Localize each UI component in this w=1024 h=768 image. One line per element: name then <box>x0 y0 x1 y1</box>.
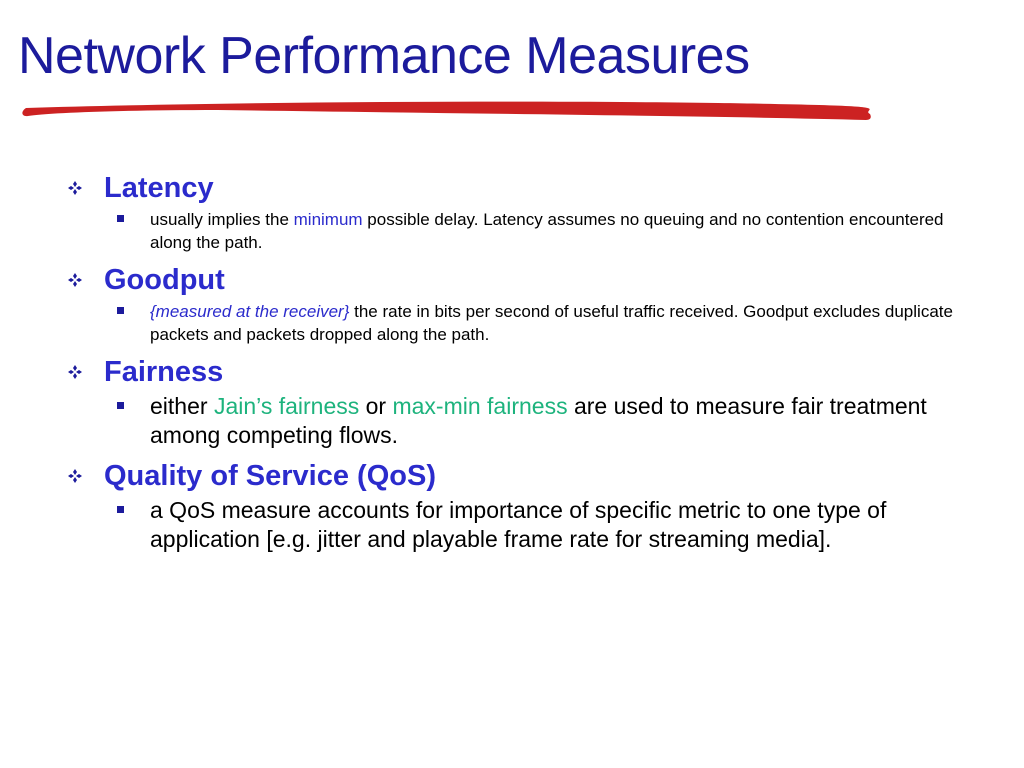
text-segment: or <box>359 393 393 419</box>
section-fairness <box>66 352 966 450</box>
sub-bullet <box>117 208 966 254</box>
slide-title: Network Performance Measures <box>18 27 750 85</box>
sub-bullet <box>117 496 966 554</box>
highlight-measured-at-receiver: {measured at the receiver} <box>150 302 350 321</box>
square-bullet-icon <box>117 496 150 513</box>
section-goodput <box>66 260 966 346</box>
section-title: Latency <box>104 172 214 204</box>
diamond-bullet-icon <box>66 181 104 195</box>
text-segment: possible delay. Latency assumes no queuing and no contention encountered along the path. <box>150 210 944 252</box>
sub-bullet <box>117 300 966 346</box>
text-segment: are used to measure fair treatment among competing flows. <box>150 393 927 448</box>
text-segment: either <box>150 393 214 419</box>
sub-bullet-text <box>150 300 966 346</box>
sub-bullet-text <box>150 392 966 450</box>
diamond-bullet-icon <box>66 365 104 379</box>
square-bullet-icon <box>117 300 150 314</box>
bullet-list <box>66 168 966 560</box>
sub-bullet <box>117 392 966 450</box>
text-segment: usually implies the <box>150 210 294 229</box>
text-segment: the rate in bits per second of useful traffic received. Goodput excludes duplicate packets and packets dropped along the path. <box>150 302 953 344</box>
section-qos <box>66 456 966 554</box>
highlight-minimum: minimum <box>293 210 363 229</box>
title-underline <box>18 96 880 126</box>
section-title: Goodput <box>104 264 225 296</box>
diamond-bullet-icon <box>66 273 104 287</box>
section-title: Fairness <box>104 356 224 388</box>
diamond-bullet-icon <box>66 469 104 483</box>
square-bullet-icon <box>117 392 150 409</box>
sub-bullet-text <box>150 208 966 254</box>
highlight-jains-fairness: Jain’s fairness <box>213 393 360 419</box>
sub-bullet-text: a QoS measure accounts for importance of specific metric to one type of application [e.g. jitter and playable frame rate for streaming media]. <box>150 497 887 552</box>
highlight-max-min-fairness: max-min fairness <box>392 393 568 419</box>
square-bullet-icon <box>117 208 150 222</box>
section-latency <box>66 168 966 254</box>
section-title: Quality of Service (QoS) <box>104 460 436 492</box>
